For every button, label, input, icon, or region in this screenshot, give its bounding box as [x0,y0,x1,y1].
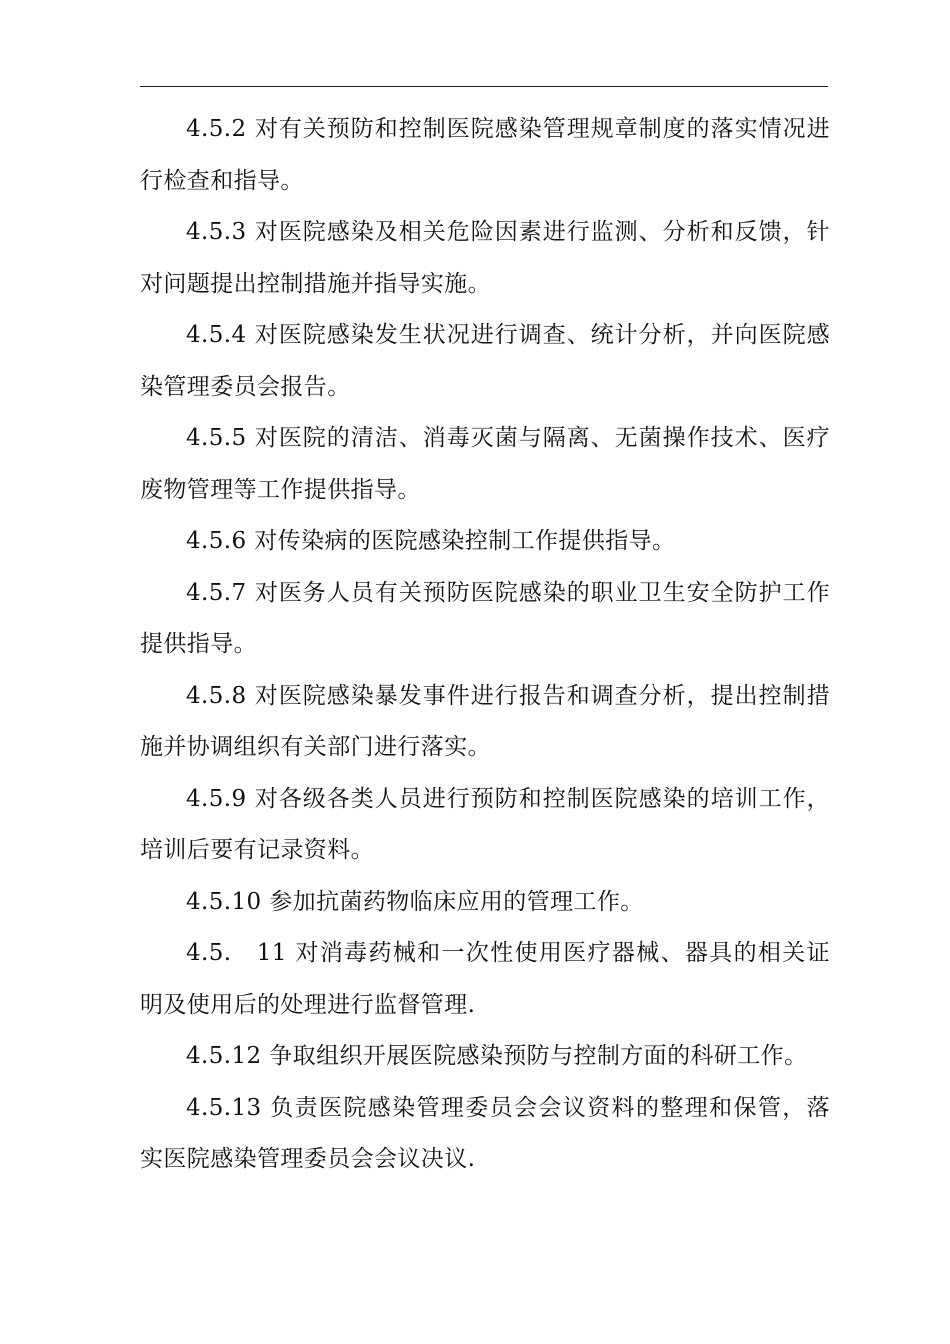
paragraph-4-5-9: 4.5.9 对各级各类人员进行预防和控制医院感染的培训工作，培训后要有记录资料。 [140,785,830,863]
paragraph-4-5-7: 4.5.7 对医务人员有关预防医院感染的职业卫生安全防护工作提供指导。 [140,579,830,657]
paragraph-4-5-10: 4.5.10 参加抗菌药物临床应用的管理工作。 [186,888,644,915]
paragraph-4-5-5: 4.5.5 对医院的清洁、消毒灭菌与隔离、无菌操作技术、医疗废物管理等工作提供指导。 [140,425,830,503]
paragraph-4-5-6: 4.5.6 对传染病的医院感染控制工作提供指导。 [186,528,676,554]
paragraph-4-5-12: 4.5.12 争取组织开展医院感染预防与控制方面的科研工作。 [186,1043,808,1069]
header-rule [140,86,828,87]
paragraph-4-5-13: 4.5.13 负责医院感染管理委员会会议资料的整理和保管，落实医院感染管理委员会会议决议. [140,1094,830,1172]
paragraph-4-5-2: 4.5.2 对有关预防和控制医院感染管理规章制度的落实情况进行检查和指导。 [140,116,830,194]
paragraph-4-5-8: 4.5.8 对医院感染暴发事件进行报告和调查分析，提出控制措施并协调组织有关部门进行落实。 [140,682,830,760]
paragraph-4-5-11: 4.5. 11 对消毒药械和一次性使用医疗器械、器具的相关证明及使用后的处理进行监督管理. [140,940,830,1018]
document-body [140,104,830,1186]
paragraph-4-5-3: 4.5.3 对医院感染及相关危险因素进行监测、分析和反馈，针对问题提出控制措施并指导实施。 [140,219,830,297]
paragraph-4-5-4: 4.5.4 对医院感染发生状况进行调查、统计分析，并向医院感染管理委员会报告。 [140,322,830,400]
